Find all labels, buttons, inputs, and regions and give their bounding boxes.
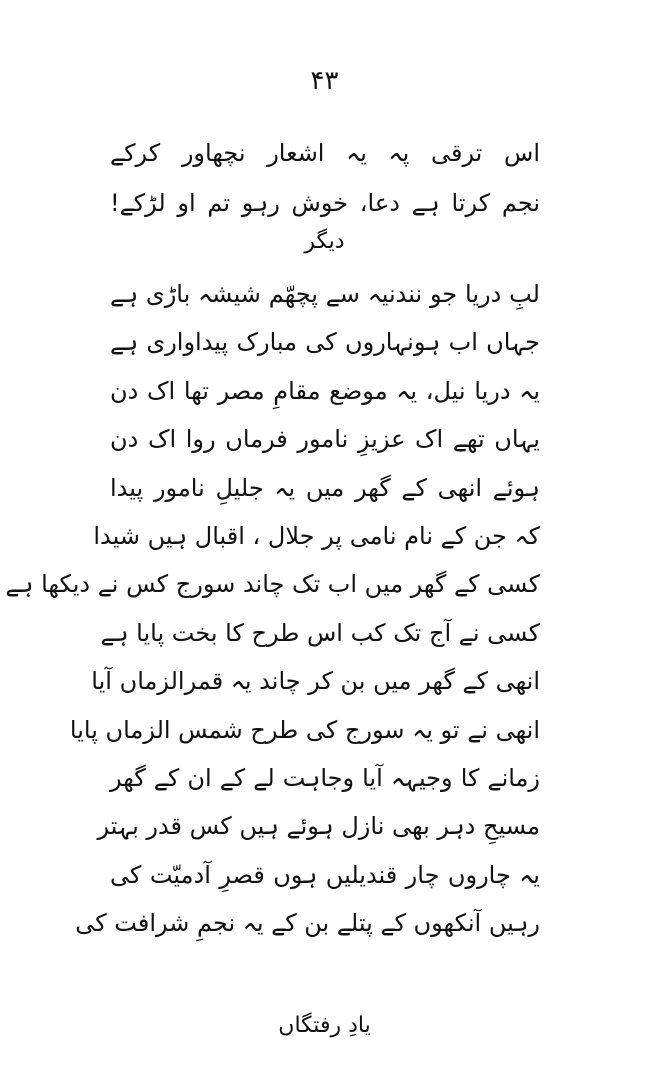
verse-line: کسی نے آج تک کب اس طرح کا بخت پایا ہے — [100, 618, 540, 647]
book-title-footer: یادِ رفتگاں — [278, 1013, 371, 1038]
verse-line: کسی کے گھر میں اب تک چاند سورج کس نے دیکھا ہے — [5, 570, 540, 599]
verse-line: رہیں آنکھوں کے پتلے بن کے یہ نجمِ شرافت کی — [75, 909, 540, 938]
verse-line: جہاں اب ہونہاروں کی مبارک پیداواری ہے — [110, 328, 540, 357]
verse-line: یہاں تھے اک عزیزِ نامور فرماں روا اک دن — [110, 425, 540, 454]
stanza-2 — [5, 270, 540, 947]
verse-line: انھی نے تو یہ سورج کی طرح شمس الزماں پایا — [69, 715, 540, 744]
verse-line: لبِ دریا جو نندنیہ سے پچھّم شیشہ باڑی ہے — [110, 280, 540, 308]
page-number: ۴۳ — [310, 66, 339, 96]
verse-line: یہ چاروں چار قندیلیں ہوں قصرِ آدمیّت کی — [110, 860, 540, 889]
verse-line: کہ جن کے نام نامی پر جلال ، اقبال ہیں شیدا — [93, 521, 540, 550]
verse-line: مسیحِ دہر بھی نازل ہوئے ہیں کس قدر بہتر — [97, 812, 540, 841]
verse-line: زمانے کا وجیہہ آیا وجاہت لے کے ان کے گھر — [110, 763, 540, 792]
section-heading: دیگر — [304, 229, 345, 254]
verse-line: ہوئے انھی کے گھر میں یہ جلیلِ نامور پیدا — [110, 473, 540, 502]
verse-line: یہ دریا نیل، یہ موضع مقامِ مصر تھا اک دن — [110, 376, 540, 405]
verse-line: نجم کرتا ہے دعا، خوش رہو تم او لڑکے! — [110, 189, 540, 217]
verse-line: اس ترقی پہ یہ اشعار نچھاور کرکے — [110, 139, 540, 167]
stanza-1 — [110, 128, 540, 228]
verse-line: انھی کے گھر میں بن کر چاند یہ قمرالزماں آیا — [91, 667, 540, 696]
